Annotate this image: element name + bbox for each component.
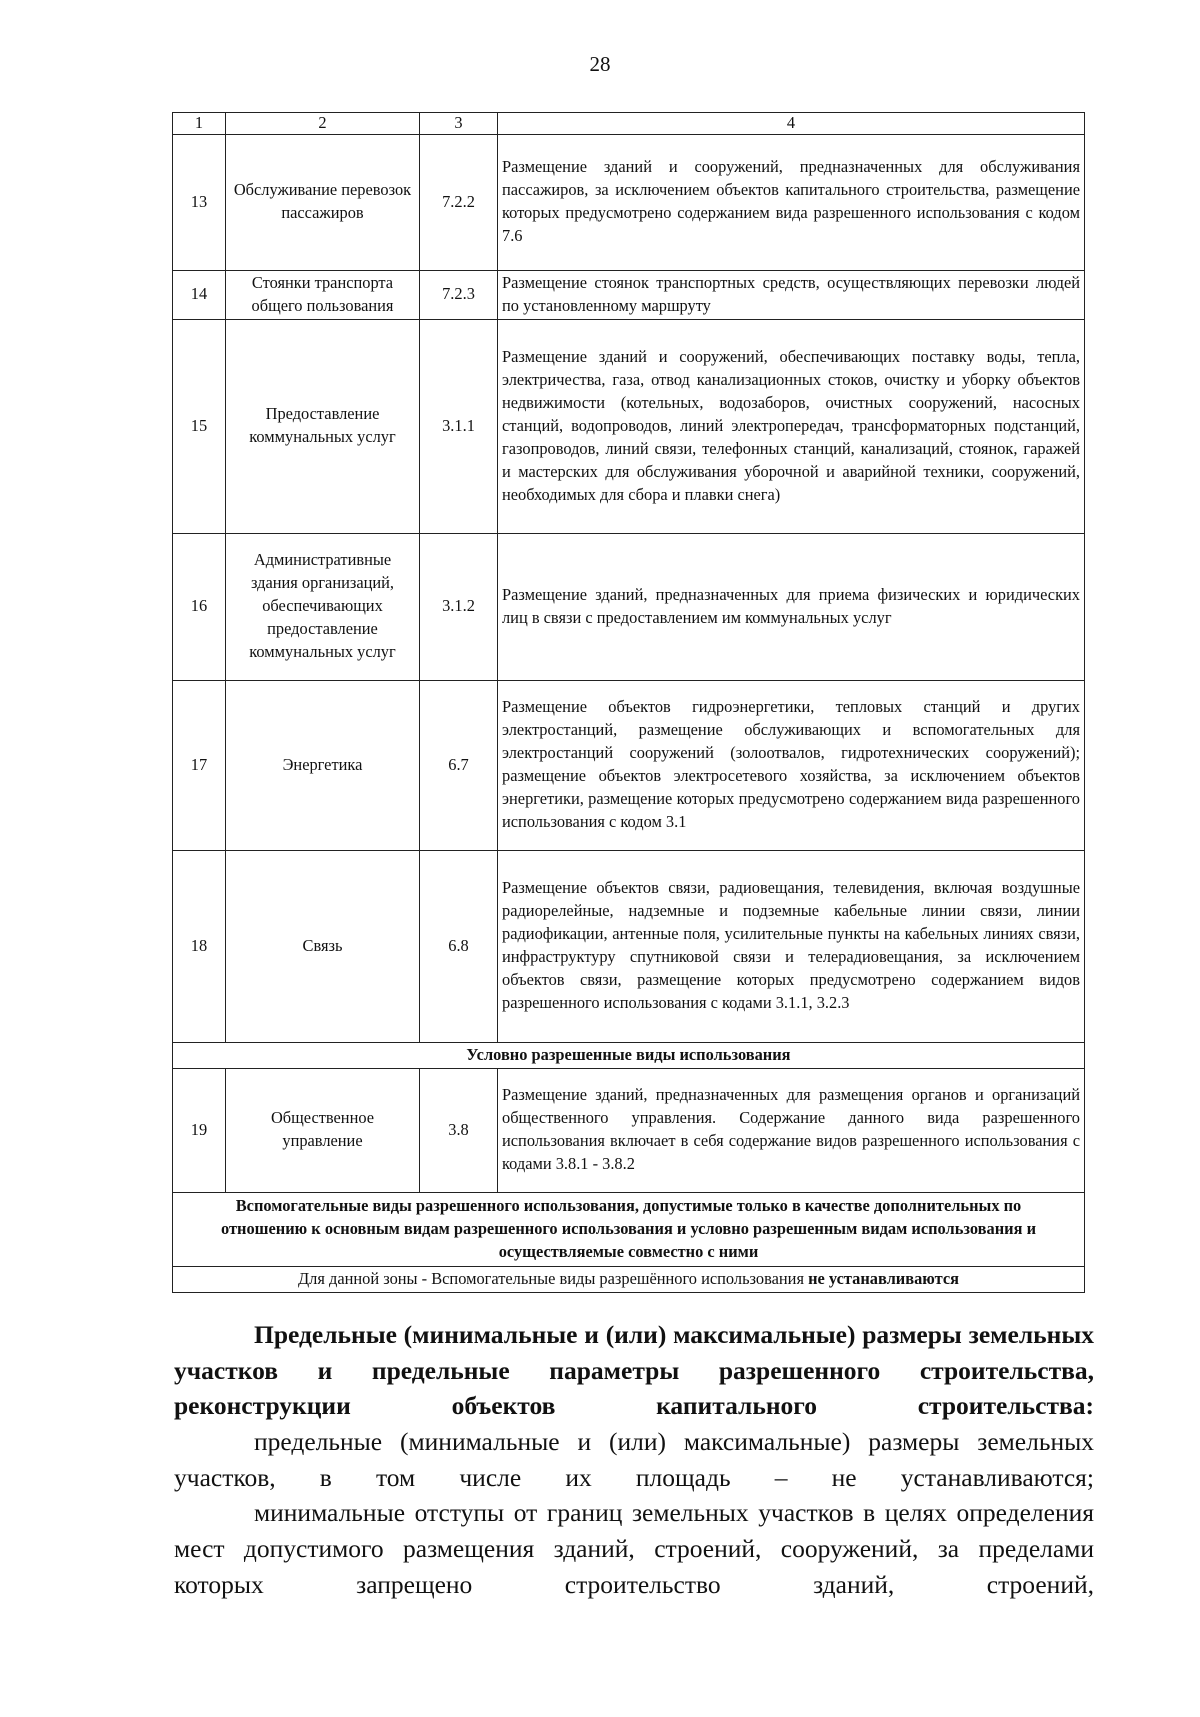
row-number: 18 (173, 850, 226, 1042)
paragraph-setbacks: минимальные отступы от границ земельных участков в целях определения мест допустимого размещения зданий, строений, сооружений, за пределами которых запрещено строительство зданий, строений, (174, 1498, 1094, 1599)
use-description: Размещение зданий и сооружений, обеспечивающих поставку воды, тепла, электричества, газа, отвод канализационных стоков, очистку и уборку объектов недвижимости (котельных, водозаборов, очистных сооружений, насосных станций, водопроводов, линий электропередач, трансформаторных подстанций, газопроводов, линий связи, телефонных станций, канализаций, стоянок, гаражей и мастерских для обслуживания уборочной и аварийной техники, сооружений, необходимых для сбора и плавки снега) (498, 319, 1085, 533)
table-row (173, 850, 1085, 1042)
row-number: 15 (173, 319, 226, 533)
auxiliary-heading-row (173, 1192, 1085, 1266)
zone-note (173, 1266, 1085, 1292)
zone-note-row (173, 1266, 1085, 1292)
use-description: Размещение зданий, предназначенных для размещения органов и организаций общественного управления. Содержание данного вида разрешенного использования включает в себя содержание видов разрешенного использования с кодами 3.8.1 - 3.8.2 (498, 1068, 1085, 1192)
use-name: Стоянки транспорта общего пользования (226, 270, 420, 319)
header-cell: 2 (226, 113, 420, 135)
header-cell: 3 (420, 113, 498, 135)
row-number: 19 (173, 1068, 226, 1192)
land-use-table (172, 112, 1085, 1293)
row-number: 16 (173, 533, 226, 680)
use-description: Размещение стоянок транспортных средств, осуществляющих перевозки людей по установленному маршруту (498, 270, 1085, 319)
use-name: Предоставление коммунальных услуг (226, 319, 420, 533)
zone-note-text: Вспомогательные виды разрешённого использования (431, 1268, 809, 1288)
use-description: Размещение зданий, предназначенных для приема физических и юридических лиц в связи с предоставлением им коммунальных услуг (498, 533, 1085, 680)
table-row (173, 680, 1085, 850)
zone-note-prefix: Для данной зоны - (297, 1268, 432, 1288)
page-number: 28 (589, 52, 611, 76)
use-name: Обслуживание перевозок пассажиров (226, 134, 420, 270)
zone-note-bold: не устанавливаются (808, 1268, 959, 1288)
use-code: 6.8 (420, 850, 498, 1042)
conditional-heading: Условно разрешенные виды использования (173, 1042, 1085, 1068)
section-heading: Предельные (минимальные и (или) максимальные) размеры земельных участков и предельные параметры разрешенного строительства, реконструкции объектов капитального строительства: (174, 1320, 1094, 1421)
use-name: Общественное управление (226, 1068, 420, 1192)
use-description: Размещение объектов связи, радиовещания, телевидения, включая воздушные радиорелейные, надземные и подземные кабельные линии связи, линии радиофикации, антенные поля, усилительные пункты на кабельных линиях связи, инфраструктуру спутниковой связи и телерадиовещания, за исключением объектов связи, размещение которых предусмотрено содержанием видов разрешенного использования с кодами 3.1.1, 3.2.3 (498, 850, 1085, 1042)
use-code: 3.8 (420, 1068, 498, 1192)
use-description: Размещение объектов гидроэнергетики, тепловых станций и других электростанций, размещение обслуживающих и вспомогательных для электростанций сооружений (золоотвалов, гидротехнических сооружений); размещение объектов электросетевого хозяйства, за исключением объектов энергетики, размещение которых предусмотрено содержанием вида разрешенного использования с кодом 3.1 (498, 680, 1085, 850)
row-number: 13 (173, 134, 226, 270)
table-row (173, 270, 1085, 319)
table-row (173, 1068, 1085, 1192)
auxiliary-heading: Вспомогательные виды разрешенного использования, допустимые только в качестве дополнительных по отношению к основным видам разрешенного использования и условно разрешенным видам использования и осуществляемые совместно с ними (173, 1192, 1085, 1266)
use-name: Административные здания организаций, обеспечивающих предоставление коммунальных услуг (226, 533, 420, 680)
use-name: Связь (226, 850, 420, 1042)
use-description: Размещение зданий и сооружений, предназначенных для обслуживания пассажиров, за исключением объектов капитального строительства, размещение которых предусмотрено содержанием вида разрешенного использования с кодом 7.6 (498, 134, 1085, 270)
body-text (174, 1317, 1094, 1603)
use-code: 3.1.2 (420, 533, 498, 680)
use-code: 3.1.1 (420, 319, 498, 533)
use-code: 7.2.2 (420, 134, 498, 270)
row-number: 17 (173, 680, 226, 850)
use-name: Энергетика (226, 680, 420, 850)
row-number: 14 (173, 270, 226, 319)
table-row (173, 134, 1085, 270)
paragraph-plot-sizes: предельные (минимальные и (или) максимальные) размеры земельных участков, в том числе их площадь – не устанавливаются; (174, 1427, 1094, 1492)
header-cell: 1 (173, 113, 226, 135)
header-cell: 4 (498, 113, 1085, 135)
use-code: 7.2.3 (420, 270, 498, 319)
use-code: 6.7 (420, 680, 498, 850)
conditional-heading-row (173, 1042, 1085, 1068)
table-row (173, 533, 1085, 680)
header-row (173, 113, 1085, 135)
table-row (173, 319, 1085, 533)
